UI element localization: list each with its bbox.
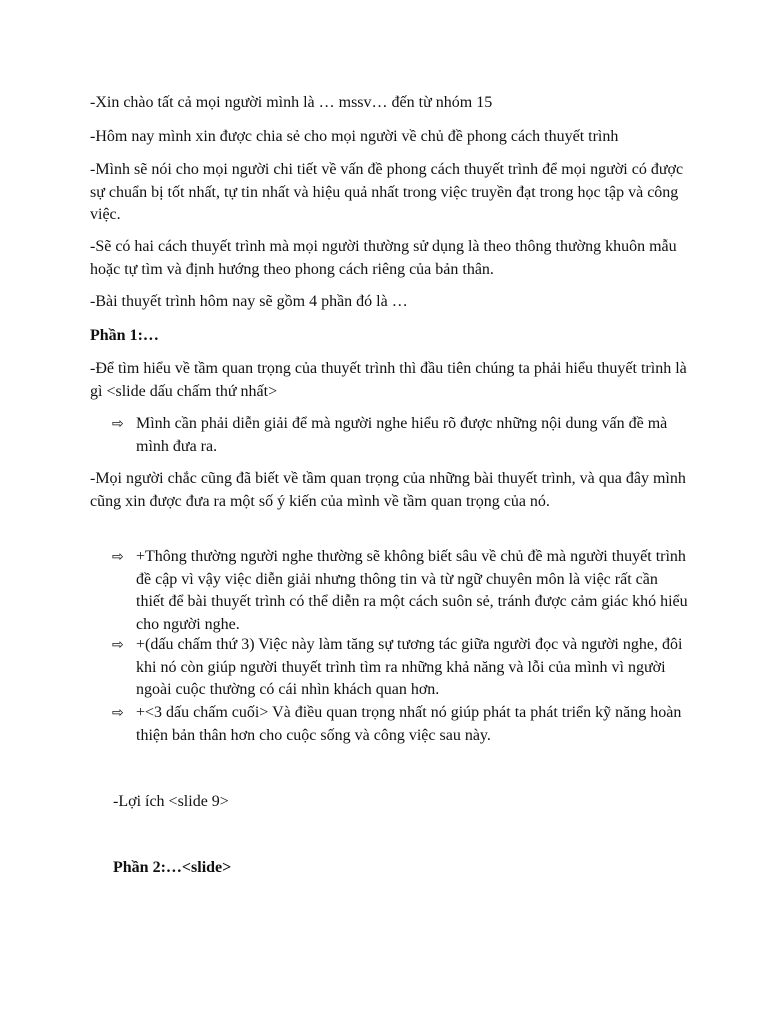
bullet-text: +Thông thường người nghe thường sẽ không biết sâu về chủ đề mà người thuyết trình đề cập vì vậy việc diễn giải nhưng thông tin và từ ngữ chuyên môn là việc rất cần thiết để bài thuyết trình có thể diễn ra một cách suôn sẻ, tránh được cảm giác khó hiểu cho người nghe. <box>136 548 688 633</box>
paragraph-four-parts: -Bài thuyết trình hôm nay sẽ gồm 4 phần đó là … <box>90 293 408 310</box>
arrow-right-icon: ⇨ <box>112 705 124 721</box>
paragraph-benefits: -Lợi ích <slide 9> <box>113 793 229 810</box>
bullet-text: +<3 dấu chấm cuối> Và điều quan trọng nhất nó giúp phát ta phát triển kỹ năng hoàn thiện bản thân hơn cho cuộc sống và công việc sau này. <box>136 704 682 744</box>
bullet-text: +(dấu chấm thứ 3) Việc này làm tăng sự tương tác giữa người đọc và người nghe, đôi khi nó còn giúp người thuyết trình tìm ra những khả năng và lỗi của mình vì người ngoài cuộc thường có cái nhìn khách quan hơn. <box>136 636 683 698</box>
heading-part-2: Phần 2:…<slide> <box>113 859 232 876</box>
paragraph-detail: -Mình sẽ nói cho mọi người chi tiết về vấn đề phong cách thuyết trình để mọi người có được sự chuẩn bị tốt nhất, tự tin nhất và hiệu quả nhất trong việc truyền đạt trong học tập và công việc. <box>90 161 684 223</box>
heading-part-1: Phần 1:… <box>90 327 159 344</box>
arrow-right-icon: ⇨ <box>112 549 124 565</box>
paragraph-two-styles: -Sẽ có hai cách thuyết trình mà mọi người thường sử dụng là theo thông thường khuôn mẫu hoặc tự tìm và định hướng theo phong cách riêng của bản thân. <box>90 238 677 278</box>
paragraph-what-is-presentation: -Để tìm hiểu về tầm quan trọng của thuyết trình thì đầu tiên chúng ta phải hiểu thuyết trình là gì <slide dấu chấm thứ nhất> <box>90 360 687 400</box>
arrow-right-icon: ⇨ <box>112 637 124 653</box>
paragraph-importance: -Mọi người chắc cũng đã biết về tầm quan trọng của những bài thuyết trình, và qua đây mình cũng xin được đưa ra một số ý kiến của mình về tầm quan trọng của nó. <box>90 470 686 510</box>
paragraph-topic: -Hôm nay mình xin được chia sẻ cho mọi người về chủ đề phong cách thuyết trình <box>90 128 619 145</box>
arrow-right-icon: ⇨ <box>112 416 124 432</box>
bullet-text: Mình cần phải diễn giải để mà người nghe hiểu rõ được những nội dung vấn đề mà mình đưa ra. <box>136 415 668 455</box>
paragraph-greeting: -Xin chào tất cả mọi người mình là … mssv… đến từ nhóm 15 <box>90 94 493 111</box>
